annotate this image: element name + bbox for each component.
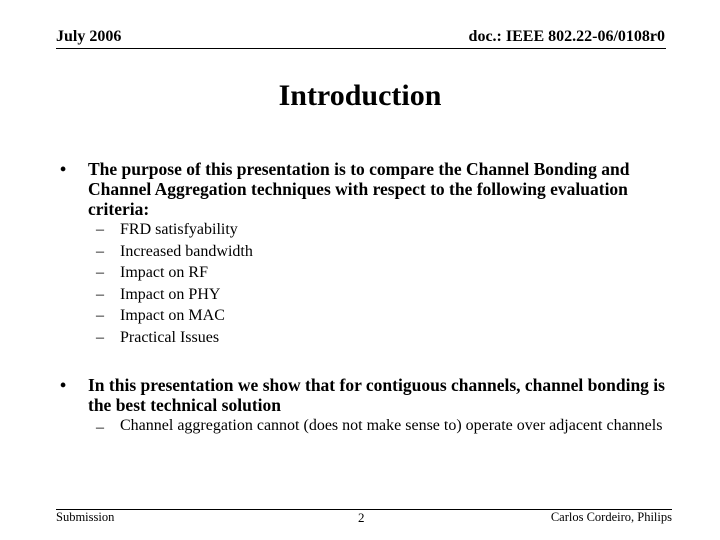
list-item [96, 417, 676, 435]
criterion-phy: Impact on PHY [120, 285, 221, 303]
aggregation-note: Channel aggregation cannot (does not make sense to) operate over adjacent channels [120, 417, 663, 434]
criteria-list [96, 219, 676, 348]
conclusion-list [96, 417, 676, 435]
dash-marker: – [96, 242, 104, 260]
page-number: 2 [358, 510, 365, 525]
slide-title: Introduction [278, 79, 442, 112]
criterion-bandwidth: Increased bandwidth [120, 242, 253, 260]
header-divider [56, 48, 666, 49]
bullet-marker: • [60, 159, 67, 179]
header-doc-id: doc.: IEEE 802.22-06/0108r0 [468, 28, 665, 45]
footer-submission: Submission [56, 510, 115, 524]
list-item [96, 305, 676, 327]
list-item [96, 284, 676, 306]
list-item [96, 241, 676, 263]
criterion-mac: Impact on MAC [120, 307, 225, 324]
bullet-text: The purpose of this presentation is to compare the Channel Bonding and Channel Aggregation techniques with respect to the following evaluation criteria: [88, 159, 630, 219]
dash-marker: – [96, 419, 104, 436]
header-date: July 2006 [56, 28, 122, 45]
dash-marker: – [96, 285, 104, 303]
bullet-marker: • [60, 375, 67, 395]
bullet-conclusion [60, 375, 670, 415]
list-item [96, 262, 676, 284]
dash-marker: – [96, 307, 104, 324]
bullet-text: In this presentation we show that for contiguous channels, channel bonding is the best technical solution [88, 375, 665, 415]
list-item [96, 327, 676, 349]
bullet-purpose [60, 159, 670, 219]
list-item [96, 219, 676, 241]
criterion-practical: Practical Issues [120, 328, 220, 346]
dash-marker: – [96, 221, 104, 238]
criterion-rf: Impact on RF [120, 264, 208, 281]
criterion-frd: FRD satisfyability [120, 221, 238, 238]
dash-marker: – [96, 264, 104, 281]
footer-author: Carlos Cordeiro, Philips [550, 510, 672, 524]
dash-marker: – [96, 328, 104, 346]
